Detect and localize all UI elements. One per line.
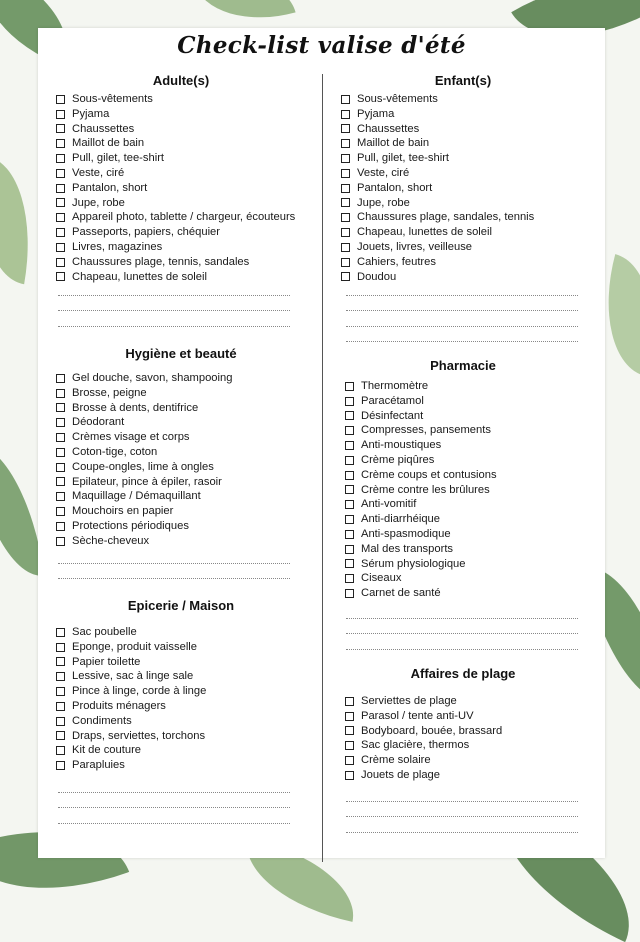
checkbox[interactable] (56, 124, 65, 133)
checklist-item-label: Jouets de plage (361, 768, 440, 781)
checklist-item[interactable] (56, 460, 232, 475)
checklist-item[interactable] (56, 371, 232, 386)
checklist-item-label: Parapluies (72, 759, 125, 772)
checklist-item-label: Chapeau, lunettes de soleil (357, 226, 492, 239)
checklist-item-label: Coton-tige, coton (72, 445, 158, 458)
checkbox[interactable] (341, 228, 350, 237)
checklist-item[interactable] (56, 210, 295, 225)
section-title-enfant: Enfant(s) (434, 73, 492, 88)
checklist-item[interactable] (56, 729, 206, 744)
checkbox[interactable] (56, 687, 65, 696)
checkbox[interactable] (56, 228, 65, 237)
checkbox[interactable] (56, 213, 65, 222)
checkbox[interactable] (56, 243, 65, 252)
checklist-item-label: Chaussettes (357, 122, 420, 135)
checkbox[interactable] (56, 403, 65, 412)
checkbox[interactable] (345, 426, 354, 435)
checklist-item-label: Draps, serviettes, torchons (72, 729, 206, 742)
checklist-item-label: Serviettes de plage (361, 695, 457, 707)
checkbox[interactable] (56, 717, 65, 726)
checklist-item[interactable] (345, 409, 497, 424)
list-adulte (56, 92, 295, 284)
checklist-item-label: Sérum physiologique (361, 557, 466, 570)
checklist-item-label: Mal des transports (361, 542, 454, 555)
checkbox[interactable] (341, 169, 350, 178)
checkbox[interactable] (56, 492, 65, 501)
checklist-item-label: Appareil photo, tablette / chargeur, écouteurs (72, 211, 296, 224)
checkbox[interactable] (56, 418, 65, 427)
checkbox[interactable] (56, 433, 65, 442)
checklist-item[interactable] (56, 181, 295, 196)
checklist-item[interactable] (56, 743, 206, 758)
checkbox[interactable] (345, 471, 354, 480)
checklist-item-label: Thermomètre (361, 380, 429, 392)
checklist-item[interactable] (56, 489, 232, 504)
checklist-item[interactable] (341, 166, 534, 181)
blank-lines-adulte (58, 280, 290, 327)
checklist-item[interactable] (56, 136, 295, 151)
checklist-item[interactable] (56, 122, 295, 137)
checklist-item[interactable] (56, 519, 232, 534)
checklist-item-label: Sac poubelle (72, 626, 137, 638)
list-hygiene (56, 371, 232, 549)
blank-lines-plage (346, 786, 578, 833)
checklist-item[interactable] (56, 758, 206, 773)
checklist-item-label: Maquillage / Démaquillant (72, 490, 201, 503)
section-title-plage: Affaires de plage (410, 666, 516, 681)
checklist-item-label: Mouchoirs en papier (72, 505, 174, 518)
checklist-item[interactable] (341, 107, 534, 122)
checklist-item-label: Jouets, livres, veilleuse (357, 240, 473, 253)
checklist-item[interactable] (56, 640, 206, 655)
checklist-item-label: Carnet de santé (361, 587, 441, 600)
checklist-item[interactable] (341, 136, 534, 151)
checkbox[interactable] (341, 154, 350, 163)
checklist-item[interactable] (345, 571, 497, 586)
checklist-item-label: Chapeau, lunettes de soleil (72, 270, 207, 283)
checklist-item[interactable] (345, 423, 497, 438)
blank-lines-pharmacie (346, 603, 578, 650)
checkbox[interactable] (341, 258, 350, 267)
checklist-item-label: Veste, ciré (357, 166, 410, 179)
checkbox[interactable] (341, 198, 350, 207)
checkbox[interactable] (345, 574, 354, 583)
checkbox[interactable] (56, 507, 65, 516)
checkbox[interactable] (56, 477, 65, 486)
checklist-item-label: Doudou (357, 270, 397, 283)
checkbox[interactable] (345, 756, 354, 765)
checkbox[interactable] (345, 712, 354, 721)
list-epicerie (56, 625, 206, 773)
checkbox[interactable] (345, 741, 354, 750)
section-title-epicerie: Epicerie / Maison (127, 598, 235, 613)
checklist-item[interactable] (345, 709, 502, 724)
list-pharmacie (345, 379, 497, 601)
checklist-item-label: Maillot de bain (357, 137, 430, 150)
checklist-item-label: Brosse, peigne (72, 386, 147, 399)
checklist-item-label: Produits ménagers (72, 699, 166, 712)
checkbox[interactable] (345, 485, 354, 494)
checklist-item-label: Pantalon, short (72, 181, 148, 194)
checklist-item[interactable] (345, 694, 502, 709)
checklist-item-label: Lessive, sac à linge sale (72, 670, 194, 683)
checkbox[interactable] (56, 258, 65, 267)
checklist-item[interactable] (56, 415, 232, 430)
checklist-item-label: Anti-moustiques (361, 439, 442, 452)
checklist-item-label: Maillot de bain (72, 137, 145, 150)
checklist-item[interactable] (56, 655, 206, 670)
checkbox[interactable] (56, 746, 65, 755)
checklist-item-label: Pyjama (72, 107, 110, 120)
checklist-item-label: Pince à linge, corde à linge (72, 685, 207, 698)
checklist-item-label: Sac glacière, thermos (361, 739, 470, 752)
checklist-item[interactable] (345, 512, 497, 527)
checkbox[interactable] (341, 213, 350, 222)
checklist-item[interactable] (341, 255, 534, 270)
checkbox[interactable] (56, 110, 65, 119)
section-title-adulte: Adulte(s) (152, 73, 210, 88)
checkbox[interactable] (345, 559, 354, 568)
checklist-item-label: Passeports, papiers, chéquier (72, 226, 221, 239)
checkbox[interactable] (345, 397, 354, 406)
checklist-item[interactable] (56, 401, 232, 416)
checkbox[interactable] (56, 731, 65, 740)
checklist-item[interactable] (345, 497, 497, 512)
blank-lines-hygiene (58, 548, 290, 579)
checklist-item-label: Anti-vomitif (361, 498, 417, 511)
checkbox[interactable] (56, 702, 65, 711)
checklist-item-label: Papier toilette (72, 655, 141, 668)
checkbox[interactable] (56, 761, 65, 770)
checklist-item-label: Compresses, pansements (361, 424, 491, 437)
checklist-item-label: Désinfectant (361, 409, 424, 422)
checkbox[interactable] (56, 95, 65, 104)
checklist-item-label: Cahiers, feutres (357, 255, 436, 268)
checklist-item[interactable] (56, 534, 232, 549)
checkbox[interactable] (56, 643, 65, 652)
checklist-item[interactable] (341, 196, 534, 211)
checkbox[interactable] (56, 463, 65, 472)
checklist-item-label: Crème solaire (361, 754, 431, 767)
checklist-item[interactable] (345, 557, 497, 572)
checkbox[interactable] (345, 382, 354, 391)
checklist-item-label: Protections périodiques (72, 519, 189, 532)
checklist-item-label: Paracétamol (361, 394, 424, 407)
checklist-item[interactable] (341, 151, 534, 166)
checkbox[interactable] (341, 243, 350, 252)
list-enfant (341, 92, 534, 284)
checklist-item[interactable] (345, 542, 497, 557)
checkbox[interactable] (345, 411, 354, 420)
checklist-item[interactable] (56, 107, 295, 122)
checklist-item[interactable] (56, 684, 206, 699)
checklist-item[interactable] (345, 468, 497, 483)
checklist-item[interactable] (345, 753, 502, 768)
checklist-item-label: Eponge, produit vaisselle (72, 640, 198, 653)
checklist-item-label: Jupe, robe (357, 196, 410, 209)
checkbox[interactable] (345, 589, 354, 598)
checkbox[interactable] (345, 515, 354, 524)
checkbox[interactable] (345, 771, 354, 780)
checkbox[interactable] (345, 697, 354, 706)
checklist-item[interactable] (56, 445, 232, 460)
checklist-item[interactable] (56, 151, 295, 166)
checklist-item[interactable] (345, 379, 497, 394)
checkbox[interactable] (341, 95, 350, 104)
checkbox[interactable] (56, 154, 65, 163)
checkbox[interactable] (56, 139, 65, 148)
checklist-item[interactable] (345, 453, 497, 468)
checklist-item-label: Veste, ciré (72, 166, 125, 179)
checkbox[interactable] (341, 124, 350, 133)
checklist-item[interactable] (56, 699, 206, 714)
blank-lines-epicerie (58, 777, 290, 824)
checklist-item-label: Crème piqûres (361, 453, 435, 466)
checklist-item[interactable] (56, 240, 295, 255)
checklist-item-label: Anti-spasmodique (361, 527, 451, 540)
checklist-item-label: Bodyboard, bouée, brassard (361, 724, 503, 737)
checklist-item-label: Kit de couture (72, 744, 142, 757)
checkbox[interactable] (56, 448, 65, 457)
checklist-item-label: Sous-vêtements (72, 93, 153, 105)
checklist-item-label: Pull, gilet, tee-shirt (72, 152, 165, 165)
checklist-item[interactable] (345, 394, 497, 409)
checklist-item[interactable] (345, 483, 497, 498)
checklist-item[interactable] (341, 92, 534, 107)
checkbox[interactable] (56, 198, 65, 207)
column-divider (322, 74, 323, 862)
checklist-item-label: Chaussettes (72, 122, 135, 135)
checkbox[interactable] (56, 184, 65, 193)
checkbox[interactable] (56, 374, 65, 383)
checklist-item[interactable] (341, 210, 534, 225)
checkbox[interactable] (345, 500, 354, 509)
checklist-item[interactable] (341, 181, 534, 196)
checklist-sheet (38, 28, 605, 858)
checklist-item-label: Crème contre les brûlures (361, 483, 490, 496)
checklist-item[interactable] (56, 92, 295, 107)
blank-lines-enfant (346, 280, 578, 342)
checklist-item[interactable] (345, 438, 497, 453)
checkbox[interactable] (345, 545, 354, 554)
checkbox[interactable] (56, 169, 65, 178)
checkbox[interactable] (341, 184, 350, 193)
checklist-item[interactable] (345, 768, 502, 783)
checklist-item[interactable] (341, 122, 534, 137)
checkbox[interactable] (345, 726, 354, 735)
section-title-hygiene: Hygiène et beauté (125, 346, 237, 361)
checklist-item[interactable] (56, 504, 232, 519)
section-title-pharmacie: Pharmacie (430, 358, 496, 373)
checklist-item-label: Coupe-ongles, lime à ongles (72, 460, 214, 473)
checkbox[interactable] (56, 628, 65, 637)
page-title: Check-list valise d'été (177, 32, 466, 59)
checkbox[interactable] (56, 672, 65, 681)
checklist-item-label: Crème coups et contusions (361, 468, 497, 481)
checklist-item[interactable] (345, 738, 502, 753)
checklist-item[interactable] (56, 625, 206, 640)
checklist-item-label: Crèmes visage et corps (72, 431, 190, 444)
checklist-item-label: Pull, gilet, tee-shirt (357, 152, 450, 165)
checkbox[interactable] (341, 110, 350, 119)
checklist-item-label: Chaussures plage, sandales, tennis (357, 211, 535, 224)
checklist-item[interactable] (345, 527, 497, 542)
checkbox[interactable] (56, 657, 65, 666)
checklist-item[interactable] (345, 724, 502, 739)
checklist-item-label: Sous-vêtements (357, 93, 438, 105)
checkbox[interactable] (56, 389, 65, 398)
checklist-item[interactable] (56, 475, 232, 490)
checklist-item-label: Gel douche, savon, shampooing (72, 372, 233, 384)
checklist-item[interactable] (341, 240, 534, 255)
checkbox[interactable] (56, 537, 65, 546)
checklist-item[interactable] (56, 669, 206, 684)
checklist-item[interactable] (56, 196, 295, 211)
checklist-item[interactable] (56, 225, 295, 240)
checkbox[interactable] (56, 522, 65, 531)
checklist-item-label: Parasol / tente anti-UV (361, 709, 474, 722)
checklist-item[interactable] (56, 255, 295, 270)
checklist-item-label: Déodorant (72, 416, 125, 429)
checklist-item-label: Sèche-cheveux (72, 534, 150, 547)
checkbox[interactable] (345, 456, 354, 465)
checklist-item-label: Livres, magazines (72, 240, 163, 253)
checkbox[interactable] (341, 139, 350, 148)
checklist-item[interactable] (56, 430, 232, 445)
checklist-item[interactable] (56, 386, 232, 401)
checklist-item-label: Anti-diarrhéique (361, 513, 440, 526)
checklist-item-label: Pyjama (357, 107, 395, 120)
checklist-item[interactable] (341, 225, 534, 240)
checklist-item-label: Pantalon, short (357, 181, 433, 194)
list-plage (345, 694, 502, 783)
checklist-item[interactable] (345, 586, 497, 601)
checklist-item-label: Epilateur, pince à épiler, rasoir (72, 475, 222, 488)
checkbox[interactable] (345, 441, 354, 450)
checklist-item-label: Chaussures plage, tennis, sandales (72, 255, 250, 268)
checklist-item-label: Condiments (72, 714, 132, 727)
checklist-item-label: Jupe, robe (72, 196, 125, 209)
checkbox[interactable] (345, 530, 354, 539)
checklist-item-label: Brosse à dents, dentifrice (72, 401, 199, 414)
checklist-item-label: Ciseaux (361, 572, 402, 585)
checklist-item[interactable] (56, 166, 295, 181)
checklist-item[interactable] (56, 714, 206, 729)
